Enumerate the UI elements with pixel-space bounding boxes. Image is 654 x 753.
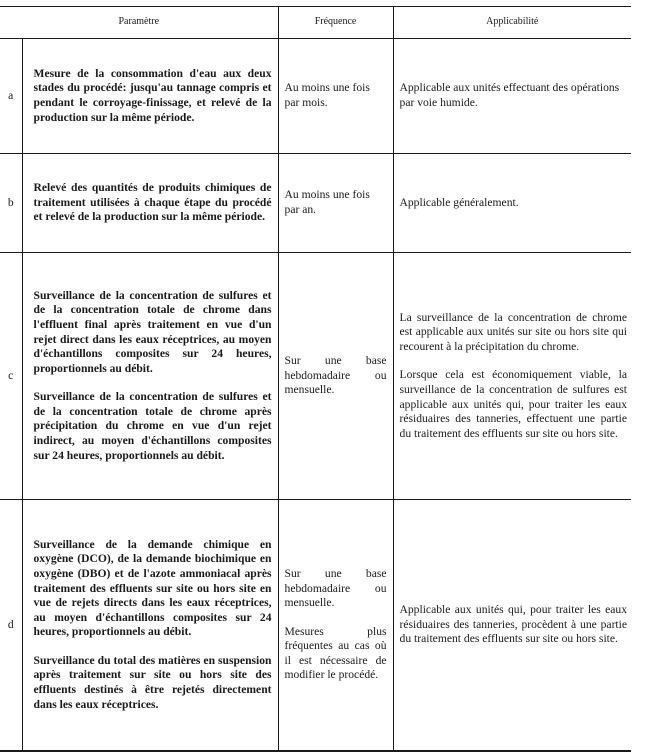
frequence-cell	[278, 253, 393, 500]
parametre-cell	[22, 500, 278, 752]
header-frequence: Fréquence	[278, 7, 393, 39]
table-row	[0, 154, 631, 253]
monitoring-table	[0, 6, 631, 752]
frequence-cell	[278, 154, 393, 253]
table-row	[0, 39, 631, 154]
header-applicabilite: Applicabilité	[393, 7, 631, 39]
parametre-text: Relevé des quantités de produits chimiques de traitement utilisées à chaque étape du procédé et relevé de la production sur la même période.	[33, 181, 272, 224]
parametre-text: Surveillance de la demande chimique en oxygène (DCO), de la demande biochimique en oxygène (DBO) et de l'azote ammoniacal après traitement des effluents sur site ou hors site en vue de rejets directs dans les eaux réceptrices, au moyen d'échantillons composites sur 24 heures, proportionnels au débit.	[33, 537, 272, 639]
frequence-text: Sur une base hebdomadaire ou mensuelle.	[284, 566, 387, 610]
applicabilite-text: Applicable aux unités qui, pour traiter les eaux résiduaires des tanneries, procèdent à une partie du traitement des effluents sur site ou hors site.	[399, 603, 628, 646]
parametre-text: Surveillance de la concentration de sulfures et de la concentration totale de chrome après précipitation du chrome en vue d'un rejet indirect, au moyen d'échantillons composites sur 24 heures, proportionnels au débit.	[33, 390, 272, 462]
applicabilite-text: Applicable aux unités effectuant des opérations par voie humide.	[399, 81, 620, 109]
parametre-text: Mesure de la consommation d'eau aux deux stades du procédé: jusqu'au tannage compris et pendant le corroyage-finissage, et relevé de la production sur la même période.	[33, 66, 272, 124]
row-letter: d	[0, 500, 22, 752]
table-row	[0, 253, 631, 500]
parametre-cell	[22, 253, 278, 500]
row-letter: a	[0, 39, 22, 154]
header-row	[0, 7, 631, 39]
parametre-cell	[22, 39, 278, 154]
frequence-text: Au moins une fois par an.	[284, 188, 370, 216]
applicabilite-text: La surveillance de la concentration de chrome est applicable aux unités sur site ou hors site qui recourent à la précipitation du chrome.	[399, 310, 628, 353]
applicabilite-text: Applicable généralement.	[399, 195, 519, 209]
row-letter: c	[0, 253, 22, 500]
parametre-text: Surveillance du total des matières en suspension après traitement sur site ou hors site des effluents destinés à être rejetés directement dans les eaux réceptrices.	[33, 653, 272, 711]
applicabilite-cell	[393, 39, 631, 154]
frequence-cell	[278, 500, 393, 752]
table-row	[0, 500, 631, 752]
applicabilite-text: Lorsque cela est économiquement viable, la surveillance de la concentration de sulfures est applicable aux unités qui, pour traiter les eaux résiduaires des tanneries, effectuent une partie du traitement des effluents sur site ou hors site.	[399, 368, 628, 440]
header-parametre: Paramètre	[0, 7, 278, 39]
frequence-text: Sur une base hebdomadaire ou mensuelle.	[284, 354, 387, 397]
applicabilite-cell	[393, 500, 631, 752]
parametre-text: Surveillance de la concentration de sulfures et de la concentration totale de chrome dans l'effluent final après traitement en vue d'un rejet direct dans les eaux réceptrices, au moyen d'échantillons composites sur 24 heures, proportionnels au débit.	[33, 288, 272, 375]
frequence-text: Mesures plus fréquentes au cas où il est nécessaire de modifier le procédé.	[284, 624, 387, 682]
frequence-text: Au moins une fois par mois.	[284, 81, 370, 109]
parametre-cell	[22, 154, 278, 253]
row-letter: b	[0, 154, 22, 253]
applicabilite-cell	[393, 253, 631, 500]
applicabilite-cell	[393, 154, 631, 253]
frequence-cell	[278, 39, 393, 154]
